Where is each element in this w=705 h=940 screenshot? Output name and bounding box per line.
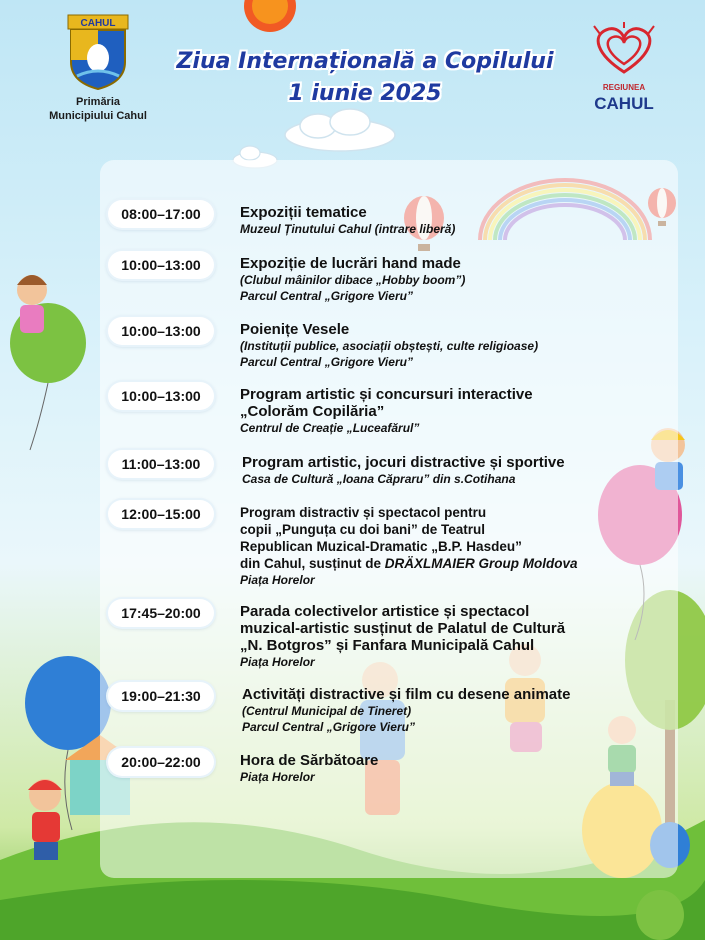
event-organizer: (Centrul Municipal de Tineret) (242, 704, 412, 718)
region-name: CAHUL (594, 94, 654, 113)
boy-left-icon (28, 779, 62, 860)
event-location: Casa de Cultură „Ioana Căpraru” din s.Cotihana (242, 472, 516, 486)
event-sponsor-prefix: din Cahul, susținut de (240, 556, 385, 571)
event-location: Parcul Central „Grigore Vieru” (240, 355, 413, 369)
event-time: 17:45–20:00 (108, 599, 214, 627)
page-title (145, 46, 585, 110)
event-location: Muzeul Ținutului Cahul (intrare liberă) (240, 222, 456, 236)
event-time: 10:00–13:00 (108, 317, 214, 345)
event-title: Activități distractive și film cu desene animate (242, 686, 571, 703)
coat-banner-text: CAHUL (80, 18, 116, 29)
event-title-line-1: Program distractiv și spectacol pentru (240, 505, 487, 520)
event-time: 19:00–21:30 (108, 682, 214, 710)
event-time: 10:00–13:00 (108, 382, 214, 410)
event-title-line-1: Parada colectivelor artistice și spectacol (240, 603, 530, 620)
event-title: Poienițe Vesele (240, 321, 350, 338)
small-green-balloon-icon (636, 890, 684, 940)
event-sponsor: DRÄXLMAIER Group Moldova (384, 556, 578, 571)
region-logo (578, 22, 670, 114)
city-hall-caption-line1: Primăria (75, 96, 121, 108)
coat-of-arms-icon (67, 14, 129, 90)
event-title-line-2: copii „Punguța cu doi bani” de Teatrul (240, 522, 486, 537)
title-line-1: Ziua Internațională a Copilului (176, 49, 554, 74)
heart-logo-icon (586, 22, 662, 78)
region-label-small: REGIUNEA (602, 83, 646, 92)
event-title: Expoziție de lucrări hand made (240, 255, 461, 272)
event-title-line-4 (240, 555, 670, 572)
sun-icon (244, 0, 296, 32)
event-location: Parcul Central „Grigore Vieru” (242, 720, 415, 734)
event-title-line-3: Republican Muzical-Dramatic „B.P. Hasdeu” (240, 539, 522, 554)
event-location: Parcul Central „Grigore Vieru” (240, 289, 413, 303)
event-location: Piața Horelor (240, 655, 315, 669)
event-time: 12:00–15:00 (108, 500, 214, 528)
event-time: 20:00–22:00 (108, 748, 214, 776)
event-organizer: (Clubul mâinilor dibace „Hobby boom”) (240, 273, 466, 287)
event-time: 08:00–17:00 (108, 200, 214, 228)
event-title: Hora de Sărbătoare (240, 752, 379, 769)
cloud-icon (285, 109, 395, 151)
event-title-line-3: „N. Botgros” și Fanfara Municipală Cahul (240, 637, 535, 654)
event-time: 10:00–13:00 (108, 251, 214, 279)
event-title: Expoziții tematice (240, 204, 367, 221)
event-title-line-2: „Colorăm Copilăria” (240, 403, 385, 420)
event-organizer: (Instituții publice, asociații obștești, culte religioase) (240, 339, 539, 353)
event-location: Piața Horelor (240, 770, 315, 784)
event-title-line-2: muzical-artistic susținut de Palatul de Cultură (240, 620, 566, 637)
city-hall-caption-line2: Municipiului Cahul (49, 110, 147, 122)
event-title: Program artistic, jocuri distractive și sportive (242, 454, 565, 471)
event-title: Program artistic și concursuri interactive (240, 386, 533, 403)
event-time: 11:00–13:00 (108, 450, 214, 478)
event-location: Piața Horelor (240, 573, 315, 587)
event-location: Centrul de Creație „Luceafărul” (240, 421, 420, 435)
city-hall-logo (48, 14, 148, 123)
title-line-2: 1 iunie 2025 (288, 81, 442, 106)
